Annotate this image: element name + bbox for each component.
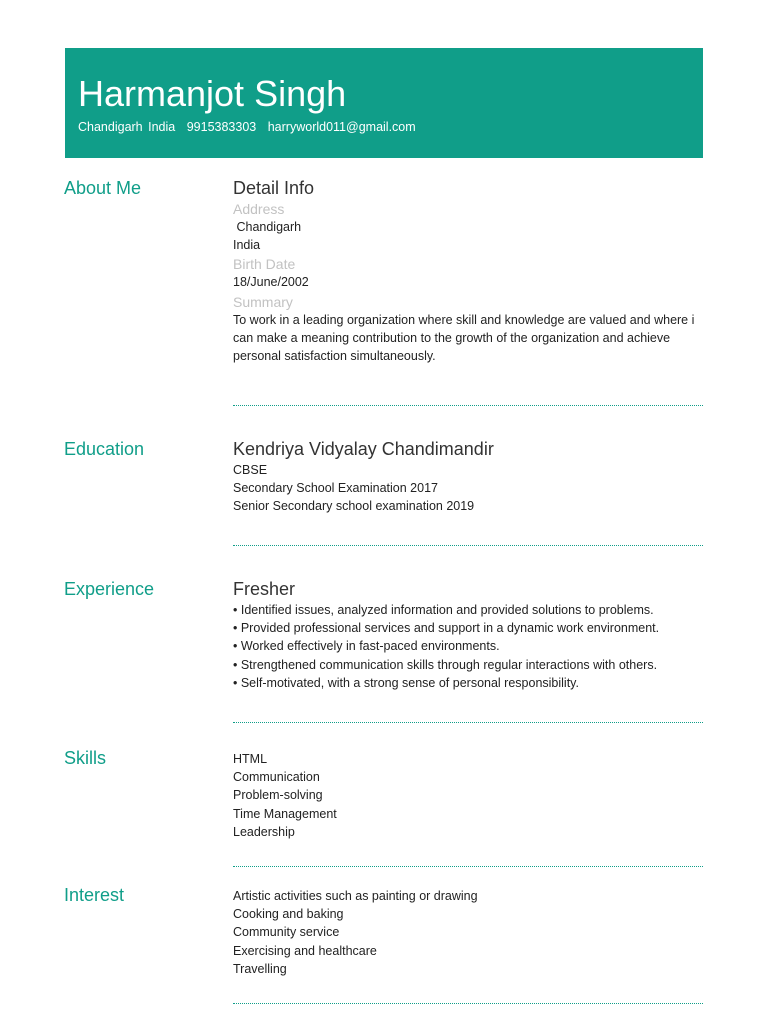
section-label-experience: Experience	[64, 579, 155, 599]
experience-title: Fresher	[233, 579, 296, 599]
interest-item: Travelling	[233, 961, 287, 976]
contact-line	[78, 119, 424, 135]
birth-date-label: Birth Date	[233, 256, 296, 273]
contact-email: harryworld011@gmail.com	[267, 120, 416, 134]
birth-date-value: 18/June/2002	[233, 275, 309, 290]
education-school: Kendriya Vidyalay Chandimandir	[233, 439, 494, 459]
section-label-education: Education	[64, 439, 145, 459]
experience-bullet: • Identified issues, analyzed information and provided solutions to problems.	[233, 603, 654, 617]
summary-label: Summary	[233, 293, 293, 310]
experience-content	[233, 578, 703, 692]
address-line: India	[233, 238, 261, 253]
section-divider	[233, 545, 703, 546]
skills-content	[233, 750, 703, 841]
interest-content	[233, 887, 703, 978]
skill-item: Leadership	[233, 824, 295, 839]
interest-item: Community service	[233, 925, 340, 940]
address-line: Chandigarh	[233, 220, 302, 234]
contact-phone: 9915383303	[186, 120, 257, 134]
section-label-skills: Skills	[64, 748, 107, 768]
summary-line: can make a meaning contribution to the growth of the organization and achieve	[233, 330, 671, 345]
experience-bullet: • Provided professional services and support in a dynamic work environment.	[233, 621, 660, 636]
education-content	[233, 438, 703, 516]
interest-item: Exercising and healthcare	[233, 943, 377, 958]
education-line: CBSE	[233, 463, 268, 477]
education-line: Senior Secondary school examination 2019	[233, 499, 475, 514]
experience-bullet: • Worked effectively in fast-paced environments.	[233, 639, 500, 654]
section-divider	[233, 405, 703, 406]
contact-country: India	[148, 120, 176, 134]
address-label: Address	[233, 201, 285, 217]
summary-line: To work in a leading organization where skill and knowledge are valued and where i	[233, 312, 695, 327]
interest-item: Artistic activities such as painting or drawing	[233, 889, 478, 903]
section-divider	[233, 1003, 703, 1004]
resume-header	[65, 48, 703, 158]
experience-bullet: • Strengthened communication skills through regular interactions with others.	[233, 657, 658, 672]
interest-item: Cooking and baking	[233, 907, 344, 922]
skill-item: Time Management	[233, 806, 337, 821]
summary-line: personal satisfaction simultaneously.	[233, 349, 436, 364]
section-label-about: About Me	[64, 178, 142, 198]
skill-item: HTML	[233, 752, 268, 766]
section-label-interest: Interest	[64, 885, 125, 905]
experience-bullet: • Self-motivated, with a strong sense of personal responsibility.	[233, 675, 579, 690]
section-divider	[233, 866, 703, 867]
about-title: Detail Info	[233, 178, 315, 198]
section-divider	[233, 722, 703, 723]
skill-item: Communication	[233, 770, 320, 785]
education-line: Secondary School Examination 2017	[233, 481, 438, 496]
candidate-name: Harmanjot Singh	[78, 73, 347, 114]
skill-item: Problem-solving	[233, 788, 323, 803]
about-content	[233, 177, 703, 365]
contact-city: Chandigarh	[78, 120, 143, 134]
